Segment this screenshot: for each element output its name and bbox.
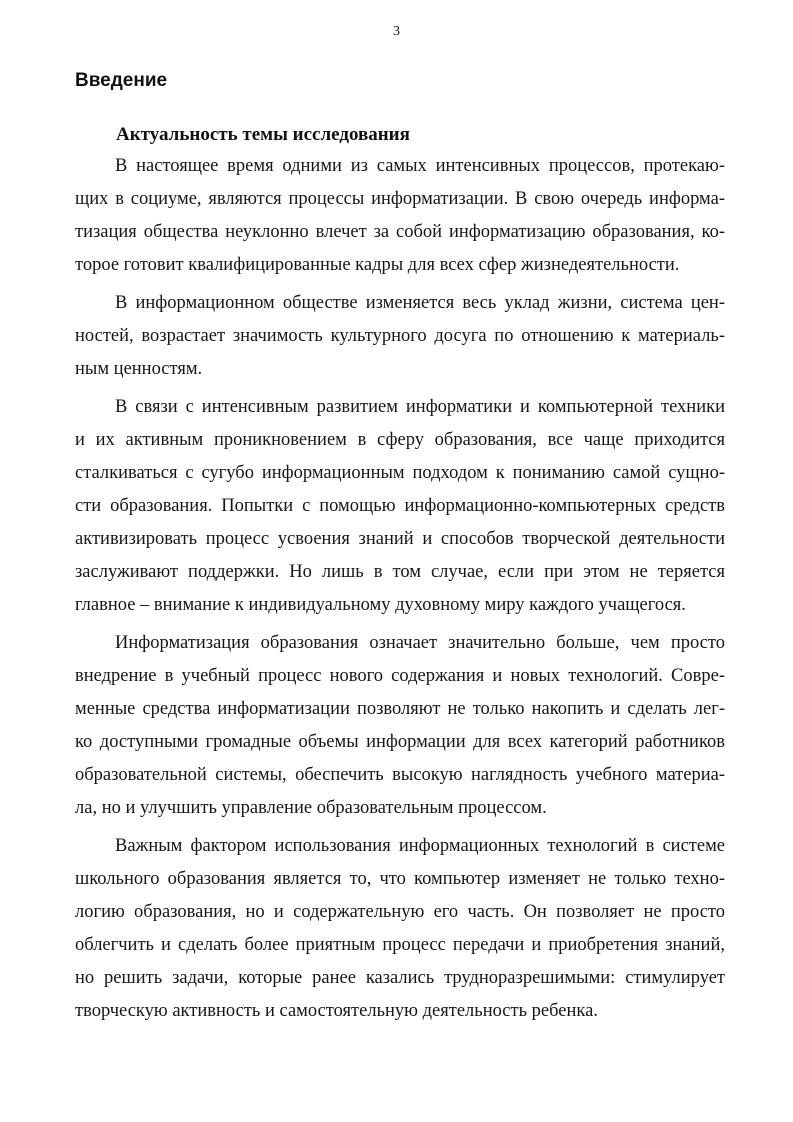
text-line: активизировать процесс усвоения знаний и способов творческой деятельности (75, 529, 725, 549)
text-line: главное – внимание к индивидуальному духовному миру каждого учащегося. (75, 595, 686, 615)
text-line: менные средства информатизации позволяют не только накопить и сделать лег- (75, 699, 725, 719)
text-line: сти образования. Попытки с помощью информационно-компьютерных средств (75, 496, 725, 516)
text-line: образовательной системы, обеспечить высокую наглядность учебного материа- (75, 765, 725, 785)
text-line: и их активным проникновением в сферу образования, все чаще приходится (75, 430, 725, 450)
text-line: торое готовит квалифицированные кадры для всех сфер жизнедеятельности. (75, 255, 680, 275)
text-line: сталкиваться с сугубо информационным подходом к пониманию самой сущно- (75, 463, 725, 483)
text-line: ностей, возрастает значимость культурного досуга по отношению к материаль- (75, 326, 725, 346)
text-line: ным ценностям. (75, 359, 203, 379)
text-line: Информатизация образования означает значительно больше, чем просто (115, 633, 725, 653)
text-line: В связи с интенсивным развитием информатики и компьютерной техники (115, 397, 725, 417)
section-title: Актуальность темы исследования (116, 124, 410, 145)
text-line: В информационном обществе изменяется весь уклад жизни, система цен- (115, 293, 725, 313)
paragraph (75, 391, 725, 622)
text-line: логию образования, но и содержательную его часть. Он позволяет не просто (75, 902, 725, 922)
page-number: 3 (393, 24, 400, 39)
text-line: облегчить и сделать более приятным процесс передачи и приобретения знаний, (75, 935, 725, 955)
chapter-title: Введение (75, 70, 168, 91)
text-line: творческую активность и самостоятельную деятельность ребенка. (75, 1001, 598, 1021)
text-line: заслуживают поддержки. Но лишь в том случае, если при этом не теряется (75, 562, 725, 582)
text-line: школьного образования является то, что компьютер изменяет не только техно- (75, 869, 725, 889)
text-line: внедрение в учебный процесс нового содержания и новых технологий. Совре- (75, 666, 725, 686)
paragraph (75, 627, 725, 825)
body-text (75, 150, 725, 1033)
text-line: ко доступными громадные объемы информации для всех категорий работников (75, 732, 725, 752)
text-line: ла, но и улучшить управление образовательным процессом. (75, 798, 547, 818)
text-line: но решить задачи, которые ранее казались трудноразрешимыми: стимулирует (75, 968, 725, 988)
paragraph (75, 287, 725, 386)
text-line: Важным фактором использования информационных технологий в системе (115, 836, 725, 856)
text-line: В настоящее время одними из самых интенсивных процессов, протекаю- (115, 156, 725, 176)
paragraph (75, 830, 725, 1028)
text-line: щих в социуме, являются процессы информатизации. В свою очередь информа- (75, 189, 725, 209)
paragraph (75, 150, 725, 282)
text-line: тизация общества неуклонно влечет за собой информатизацию образования, ко- (75, 222, 725, 242)
